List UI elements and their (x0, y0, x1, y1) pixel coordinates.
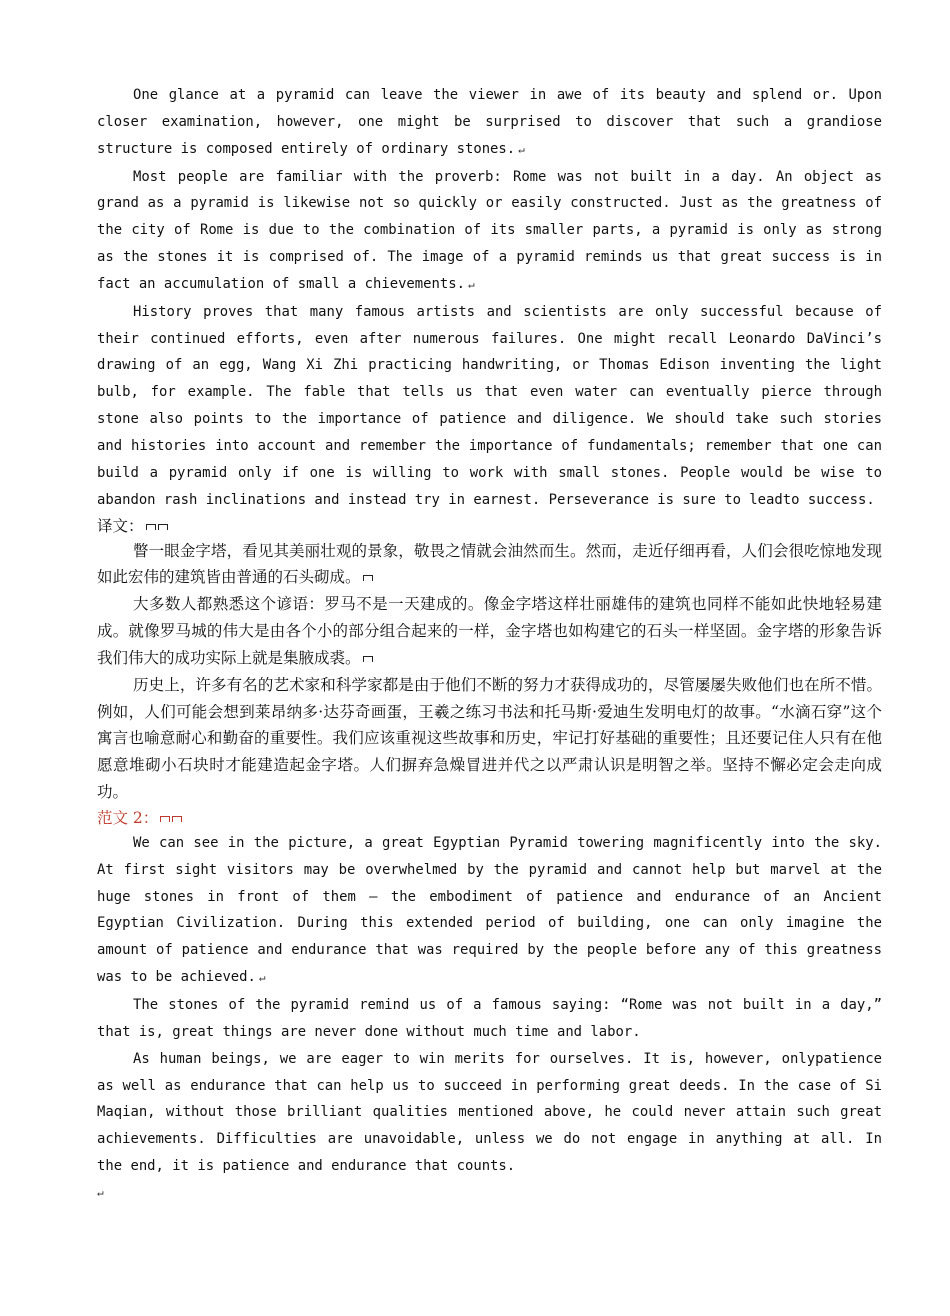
essay-2-heading: 范文 2： (97, 806, 882, 830)
paragraph-mark-icon: ↵ (258, 971, 266, 985)
document-page (97, 82, 882, 1206)
translation-paragraph-1: 瞥一眼金字塔，看见其美丽壮观的景象，敬畏之情就会油然而生。然而，走近仔细再看，人们会很吃惊地发现如此宏伟的建筑皆由普通的石头砌成。 (97, 541, 882, 587)
translation-heading: 译文： (97, 514, 882, 538)
essay-1-paragraph-1: One glance at a pyramid can leave the viewer in awe of its beauty and splend or. Upon closer examination, however, one might be surprised to discover that such a grandiose structure is composed entirely of ordinary stones. ↵ (97, 87, 882, 157)
essay-2-paragraph-3: As human beings, we are eager to win merits for ourselves. It is, however, onlypatience as well as endurance that can help us to succeed in performing great deeds. In the case of Si Maqian, without those brilliant qualities mentioned above, he could never attain such great achievements. Difficulties are unavoidable, unless we do not engage in anything at all. In the end, it is patience and endurance that counts. (97, 1050, 882, 1175)
bracket-mark-icon (160, 816, 170, 822)
bracket-mark-icon (146, 524, 156, 530)
essay-1-paragraph-2: Most people are familiar with the proverb: Rome was not built in a day. An object as grand as a pyramid is likewise not so quickly or easily constructed. Just as the greatness of the city of Rome is due to the combination of its smaller parts, a pyramid is only as strong as the stones it is comprised of. The image of a pyramid reminds us that great success is in fact an accumulation of small a chievements. ↵ (97, 168, 882, 292)
paragraph-mark-icon: ↵ (518, 142, 525, 156)
essay-2-paragraph-1: We can see in the picture, a great Egyptian Pyramid towering magnificently into the sky. At first sight visitors may be overwhelmed by the pyramid and cannot help but marvel at the huge stones in front of them — the embodiment of patience and endurance of an Ancient Egyptian Civilization. During this extended period of building, one can only imagine the amount of patience and endurance that was required by the people before any of this greatness was to be achieved. ↵ (97, 834, 882, 986)
paragraph-mark-icon: ↵ (467, 277, 475, 291)
essay-1-paragraph-3: History proves that many famous artists and scientists are only successful because of their continued efforts, even after numerous failures. One might recall Leonardo DaVinci’s drawing of an egg, Wang Xi Zhi practicing handwriting, or Thomas Edison inventing the light bulb, for example. The fable that tells us that even water can eventually pierce through stone also points to the importance of patience and diligence. We should take such stories and histories into account and remember the importance of fundamentals; remember that one can build a pyramid only if one is willing to work with small stones. People would be wise to abandon rash inclinations and instead try in earnest. Perseverance is sure to leadto success. (97, 303, 882, 508)
translation-paragraph-2: 大多数人都熟悉这个谚语：罗马不是一天建成的。像金字塔这样壮丽雄伟的建筑也同样不能如此快地轻易建成。就像罗马城的伟大是由各个小的部分组合起来的一样，金字塔也如构建它的石头一样坚固。金字塔的形象告诉我们伟大的成功实际上就是集腋成裘。 (97, 595, 882, 667)
translation (97, 538, 882, 806)
bracket-mark-icon (363, 575, 373, 581)
essay-2-paragraph-2: The stones of the pyramid remind us of a famous saying: “Rome was not built in a day,” that is, great things are never done without much time and labor. (97, 997, 882, 1040)
paragraph-mark-icon: ↵ (97, 1185, 104, 1199)
bracket-mark-icon (172, 816, 182, 822)
bracket-mark-icon (363, 656, 373, 662)
translation-paragraph-3: 历史上，许多有名的艺术家和科学家都是由于他们不断的努力才获得成功的，尽管屡屡失败他们也在所不惜。例如，人们可能会想到莱昂纳多·达芬奇画蛋，王羲之练习书法和托马斯·爱迪生发明电灯的故事。“水滴石穿”这个寓言也喻意耐心和勤奋的重要性。我们应该重视这些故事和历史，牢记打好基础的重要性；且还要记住人只有在他愿意堆砌小石块时才能建造起金字塔。人们摒弃急燥冒进并代之以严肃认识是明智之举。坚持不懈必定会走向成功。 (97, 675, 882, 802)
essay-2 (97, 830, 882, 1206)
bracket-mark-icon (158, 524, 168, 530)
essay-1 (97, 82, 882, 514)
